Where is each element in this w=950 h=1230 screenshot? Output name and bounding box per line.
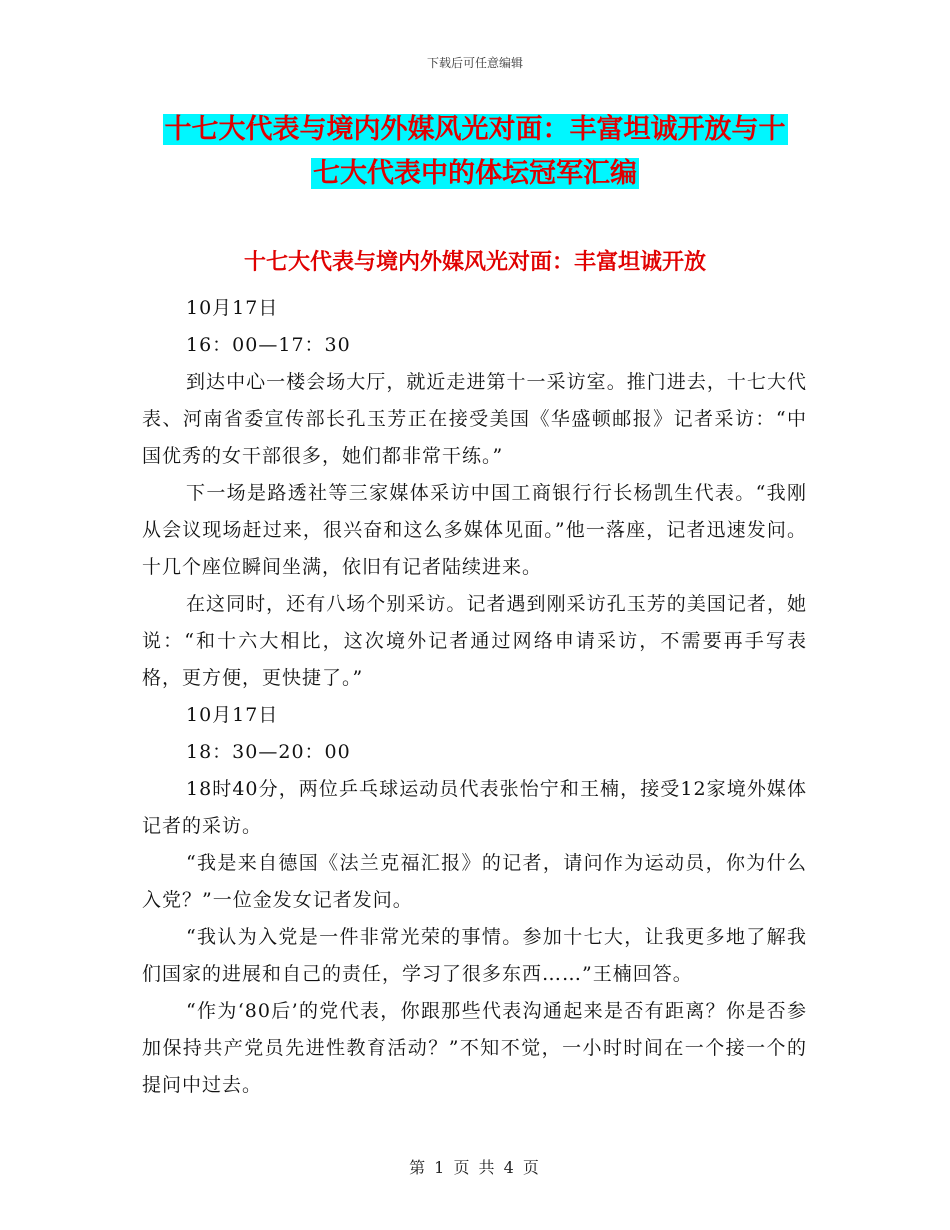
paragraph: “我认为入党是一件非常光荣的事情。参加十七大，让我更多地了解我们国家的进展和自己的责任，学习了很多东西……”王楠回答。 — [142, 926, 807, 985]
document-title — [0, 108, 950, 196]
paragraph-time-1: 16：00—17：30 — [186, 334, 351, 356]
page-footer: 第 1 页 共 4 页 — [409, 1158, 541, 1177]
paragraph: 在这同时，还有八场个别采访。记者遇到刚采访孔玉芳的美国记者，她说：“和十六大相比，这次境外记者通过网络申请采访，不需要再手写表格，更方便，更快捷了。” — [142, 593, 807, 689]
title-line-1: 十七大代表与境内外媒风光对面：丰富坦诚开放与十 — [164, 114, 786, 145]
paragraph-time-2: 18：30—20：00 — [186, 741, 351, 763]
paragraph-date-1: 10月17日 — [186, 297, 279, 319]
title-line-2: 七大代表中的体坛冠军汇编 — [313, 158, 637, 189]
paragraph: 18时40分，两位乒乓球运动员代表张怡宁和王楠，接受12家境外媒体记者的采访。 — [142, 778, 807, 837]
paragraph-date-2: 10月17日 — [186, 704, 279, 726]
article-body — [142, 290, 807, 1104]
paragraph: 下一场是路透社等三家媒体采访中国工商银行行长杨凯生代表。“我刚从会议现场赶过来，很兴奋和这么多媒体见面。”他一落座，记者迅速发问。十几个座位瞬间坐满，依旧有记者陆续进来。 — [142, 482, 807, 578]
paragraph: 到达中心一楼会场大厅，就近走进第十一采访室。推门进去，十七大代表、河南省委宣传部长孔玉芳正在接受美国《华盛顿邮报》记者采访：“中国优秀的女干部很多，她们都非常干练。” — [142, 371, 807, 467]
section-title: 十七大代表与境内外媒风光对面：丰富坦诚开放 — [243, 250, 706, 275]
paragraph: “我是来自德国《法兰克福汇报》的记者，请问作为运动员，你为什么入党？”一位金发女记者发问。 — [142, 852, 807, 911]
paragraph: “作为‘80后’的党代表，你跟那些代表沟通起来是否有距离？你是否参加保持共产党员先进性教育活动？”不知不觉，一小时时间在一个接一个的提问中过去。 — [142, 1000, 807, 1096]
header-note: 下载后可任意编辑 — [426, 56, 523, 70]
